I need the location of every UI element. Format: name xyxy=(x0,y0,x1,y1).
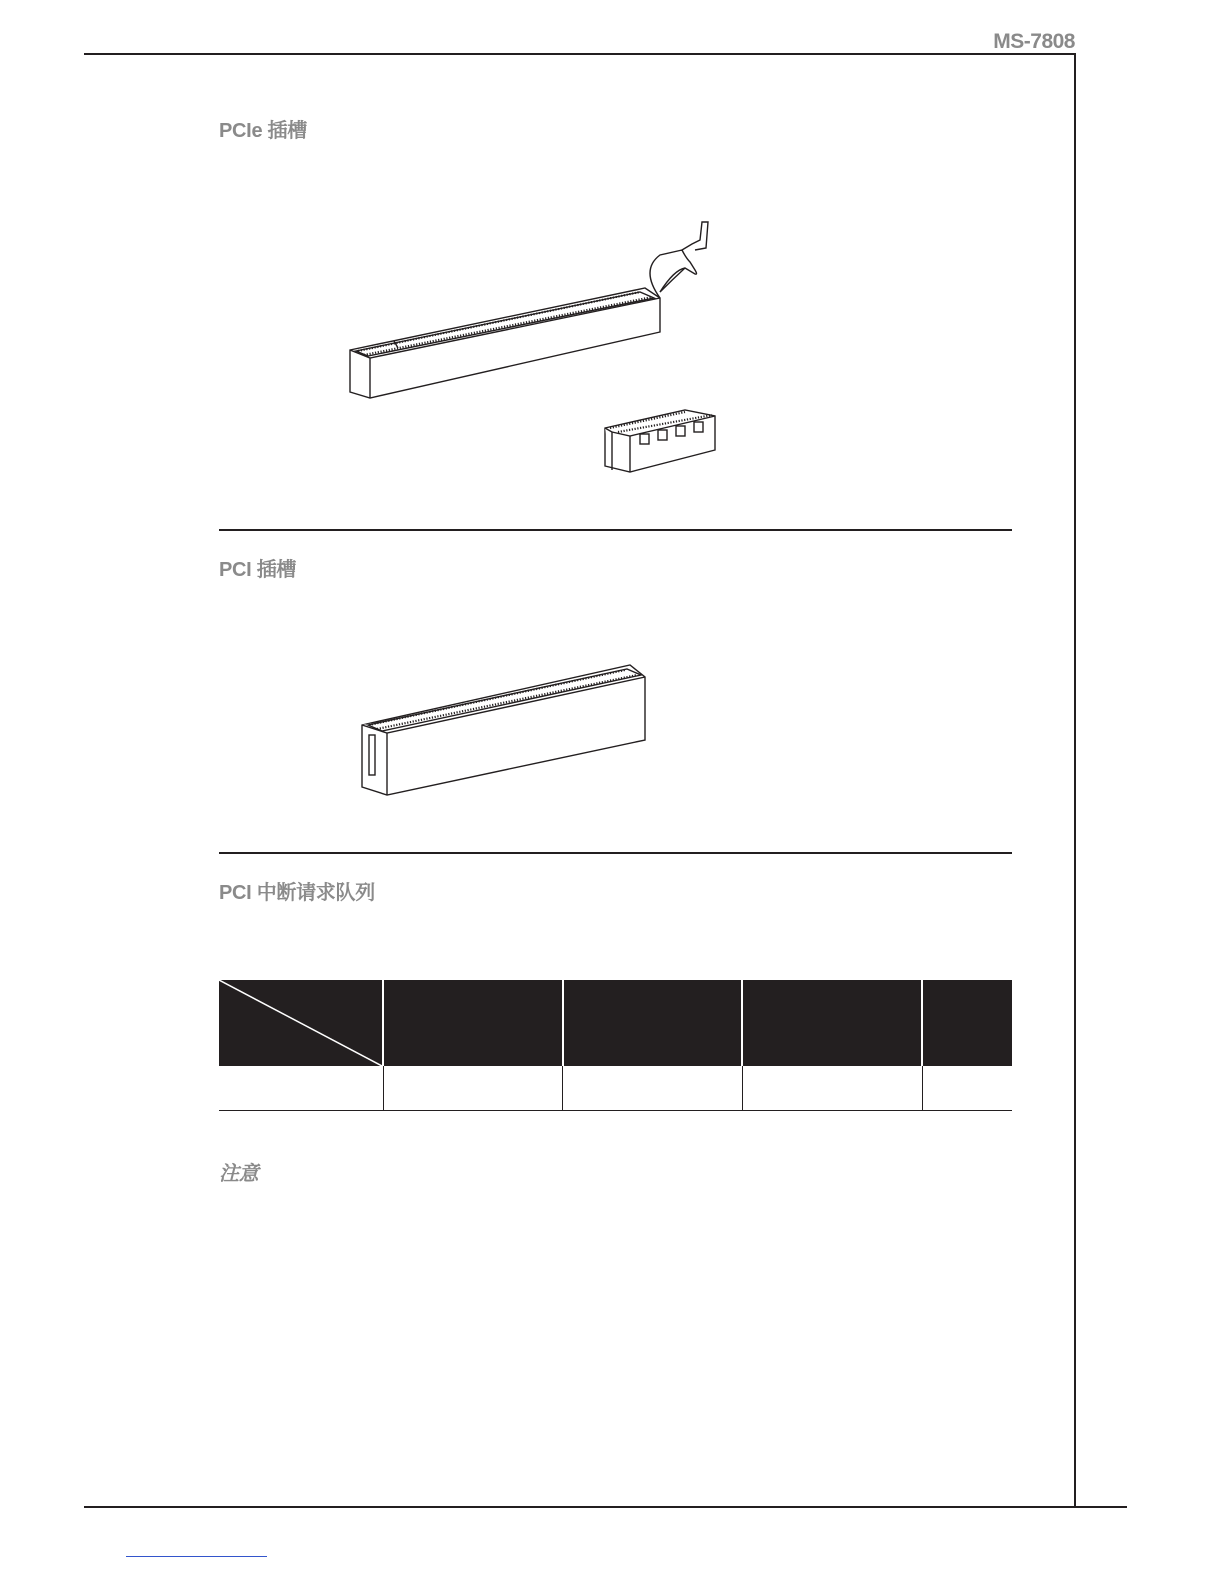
table-header-row xyxy=(219,980,1012,1066)
table-corner-cell xyxy=(219,980,383,1066)
section-divider-2 xyxy=(219,852,1012,854)
footer-rule xyxy=(84,1506,1127,1508)
pcie-slot-heading: PCIe 插槽 xyxy=(219,120,307,142)
pcie-slot-diagram xyxy=(340,210,730,500)
right-margin-rule xyxy=(1074,53,1076,1507)
diagonal-divider xyxy=(219,980,382,1066)
pci-slot-diagram xyxy=(355,655,655,805)
table-header-cell xyxy=(563,980,743,1066)
note-heading: 注意 xyxy=(219,1163,259,1185)
table-header-cell xyxy=(742,980,922,1066)
irq-routing-table xyxy=(219,980,1012,1111)
table-header-cell xyxy=(922,980,1012,1066)
pci-slot-heading: PCI 插槽 xyxy=(219,559,297,581)
table-cell xyxy=(742,1066,922,1111)
table-cell xyxy=(383,1066,563,1111)
header-rule xyxy=(84,53,1076,55)
pci-irq-heading: PCI 中断请求队列 xyxy=(219,882,375,904)
section-divider-1 xyxy=(219,529,1012,531)
table-cell xyxy=(922,1066,1012,1111)
table-row xyxy=(219,1066,1012,1111)
table-header-cell xyxy=(383,980,563,1066)
page-link-underline[interactable] xyxy=(126,1556,267,1557)
table-cell xyxy=(219,1066,383,1111)
table-cell xyxy=(563,1066,743,1111)
model-number: MS-7808 xyxy=(993,30,1075,53)
